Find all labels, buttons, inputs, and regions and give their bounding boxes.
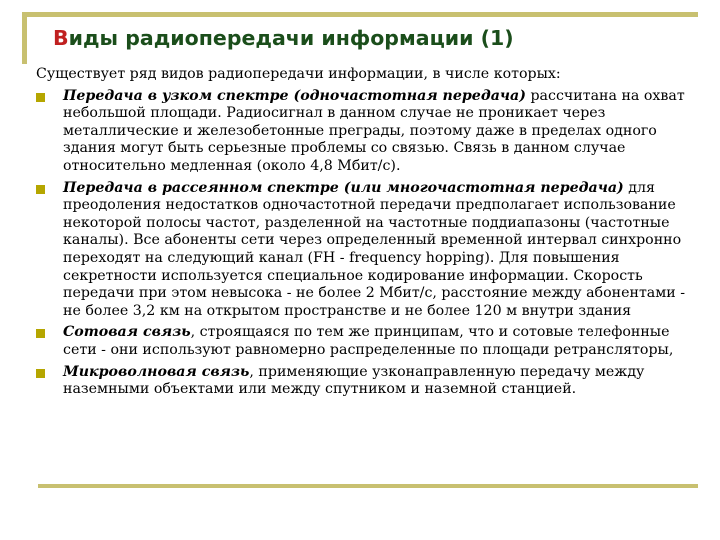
intro-text: Существует ряд видов радиопередачи информации, в числе которых: [36, 66, 561, 82]
item-text: , строящаяся по тем же принципам, что и сотовые телефонные сети - они используют равномерно распределенные по площади ретрансляторы, [63, 324, 674, 358]
title-rest: иды радиопередачи информации (1) [68, 26, 514, 50]
item-term: Микроволновая связь [63, 363, 250, 380]
list-item [36, 180, 686, 321]
square-bullet-icon [36, 185, 45, 194]
square-bullet-icon [36, 369, 45, 378]
item-text: рассчитана на охват небольшой площади. Радиосигнал в данном случае не проникает через металлические и железобетонные преграды, поэтому даже в пределах одного здания могут быть серьезные проблемы со связью. Связь в данном случае относительно медленная (около 4,8 Мбит/с). [63, 87, 685, 174]
frame-top-bar [22, 12, 698, 17]
frame-bottom-bar [38, 484, 698, 488]
square-bullet-icon [36, 329, 45, 338]
item-term: Передача в рассеянном спектре (или многочастотная передача) [63, 179, 624, 196]
list-item [36, 88, 686, 176]
slide-content [36, 66, 686, 403]
frame-left-bar [22, 12, 27, 64]
item-text: для преодоления недостатков одночастотной передачи предполагает использование некоторой полосы частот, разделенной на частотные поддиапазоны (частотные каналы). Все абоненты сети через определенный временной интервал синхронно переходят на следующий канал (FH - frequency hopping). Для повышения секретности используется специальное кодирование информации. Скорость передачи при этом невысока - не более 2 Мбит/с, расстояние между абонентами - не более 3,2 км на открытом пространстве и не более 120 м внутри здания [63, 179, 686, 319]
item-term: Сотовая связь [63, 324, 191, 341]
square-bullet-icon [36, 93, 45, 102]
list-item [36, 324, 686, 359]
item-text: , применяющие узконаправленную передачу между наземными объектами или между спутником и наземной станцией. [63, 363, 645, 398]
item-term: Передача в узком спектре (одночастотная передача) [63, 87, 526, 104]
list-item [36, 364, 686, 399]
title-first-letter: В [53, 26, 69, 50]
slide-title [53, 26, 514, 50]
